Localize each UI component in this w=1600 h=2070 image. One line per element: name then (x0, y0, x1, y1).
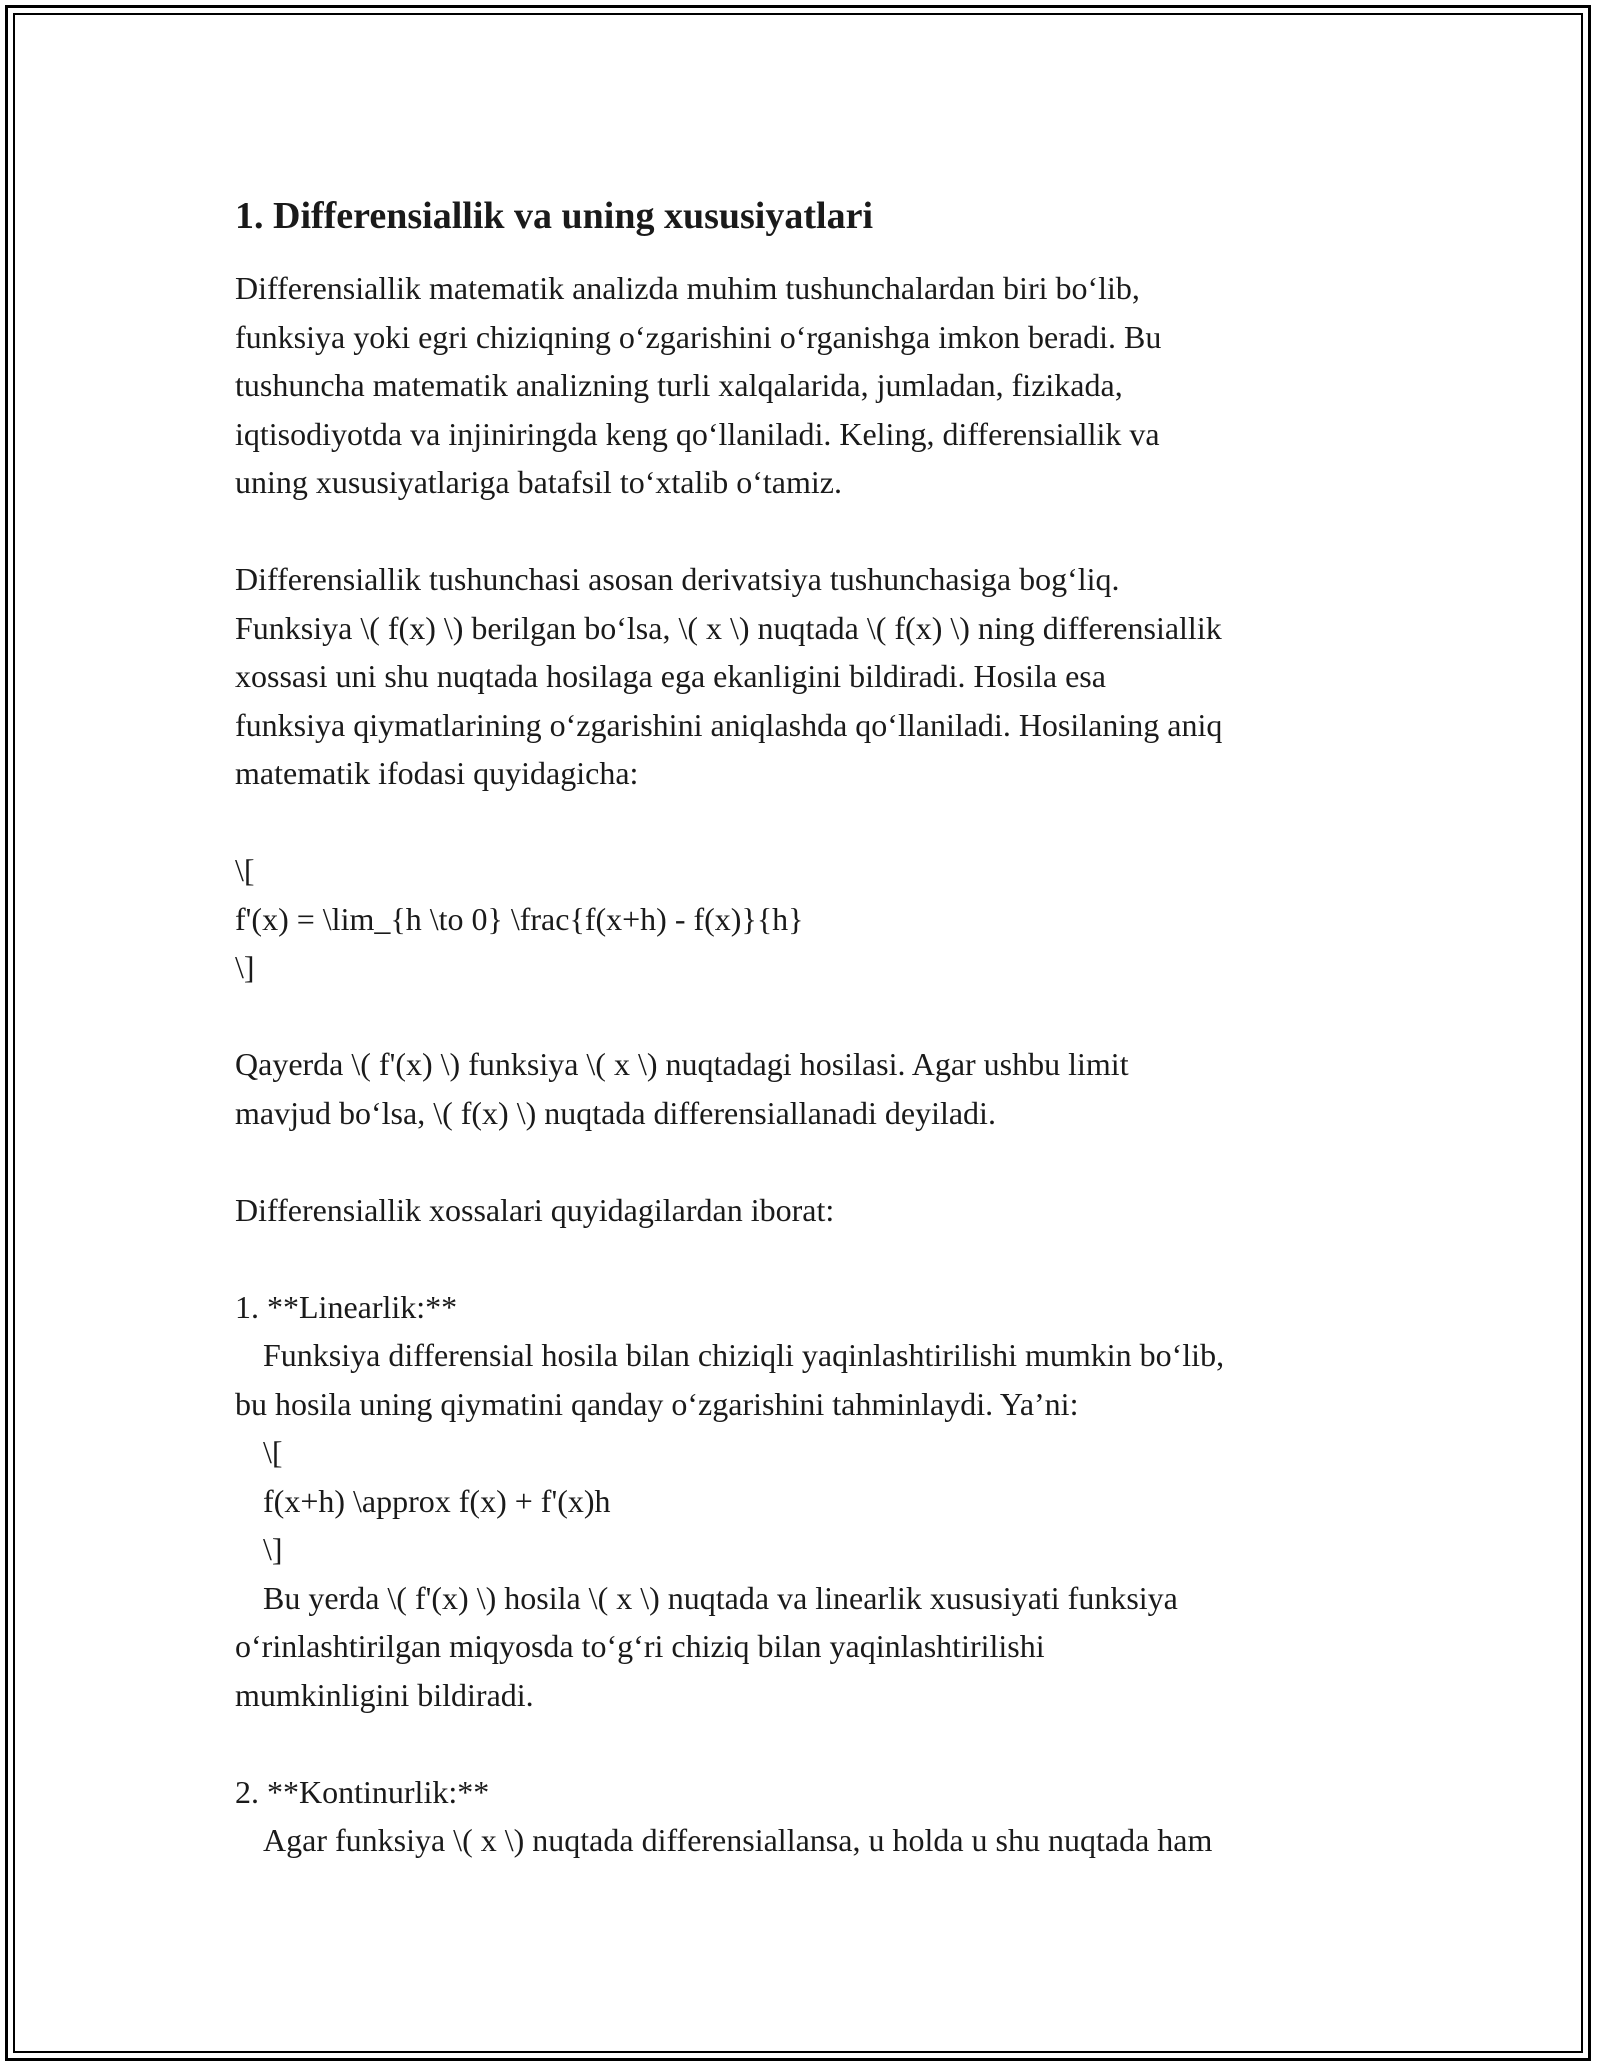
text-line: mavjud bo‘lsa, \( f(x) \) nuqtada differensiallanadi deyiladi. (235, 1094, 996, 1131)
text-line: f(x+h) \approx f(x) + f'(x)h (263, 1482, 611, 1519)
text-line: Bu yerda \( f'(x) \) hosila \( x \) nuqtada va linearlik xususiyati funksiya (263, 1579, 1178, 1616)
text-line: Funksiya \( f(x) \) berilgan bo‘lsa, \( x \) nuqtada \( f(x) \) ning differensiallik (235, 609, 1222, 646)
paragraph (235, 1040, 1385, 1137)
paragraph-gap (235, 992, 1385, 1041)
paragraph-gap (235, 1234, 1385, 1283)
document-blocks (235, 264, 1385, 1865)
text-line: tushuncha matematik analizning turli xalqalarida, jumladan, fizikada, (235, 367, 1123, 403)
text-line: f'(x) = \lim_{h \to 0} \frac{f(x+h) - f(x)}{h} (235, 900, 804, 937)
text-line: 2. **Kontinurlik:** (235, 1773, 490, 1810)
paragraph (235, 1186, 1385, 1235)
paragraph-gap (235, 798, 1385, 847)
document-title: 1. Differensiallik va uning xususiyatlari (235, 195, 874, 237)
text-line: Agar funksiya \( x \) nuqtada differensiallansa, u holda u shu nuqtada ham (263, 1822, 1213, 1858)
text-line: \] (263, 1531, 283, 1567)
paragraph-gap (235, 1137, 1385, 1186)
text-line: Differensiallik tushunchasi asosan derivatsiya tushunchasiga bog‘liq. (235, 561, 1120, 597)
text-line: o‘rinlashtirilgan miqyosda to‘g‘ri chiziq bilan yaqinlashtirilishi (235, 1628, 1045, 1664)
text-line: \] (235, 949, 255, 985)
paragraph (235, 1283, 1385, 1720)
text-line: bu hosila uning qiymatini qanday o‘zgarishini tahminlaydi. Ya’ni: (235, 1385, 1079, 1422)
text-line: 1. **Linearlik:** (235, 1288, 458, 1325)
text-line: funksiya qiymatlarining o‘zgarishini aniqlashda qo‘llaniladi. Hosilaning aniq (235, 706, 1223, 743)
paragraph-gap (235, 507, 1385, 556)
text-line: Differensiallik xossalari quyidagilardan iborat: (235, 1191, 835, 1228)
text-line: Qayerda \( f'(x) \) funksiya \( x \) nuqtadagi hosilasi. Agar ushbu limit (235, 1046, 1129, 1082)
text-line: uning xususiyatlariga batafsil to‘xtalib o‘tamiz. (235, 464, 842, 500)
paragraph (235, 555, 1385, 798)
document-body (235, 188, 1385, 1865)
text-line: matematik ifodasi quyidagicha: (235, 755, 639, 791)
paragraph (235, 1768, 1385, 1865)
text-line: Funksiya differensial hosila bilan chiziqli yaqinlashtirilishi mumkin bo‘lib, (263, 1337, 1225, 1373)
text-line: funksiya yoki egri chiziqning o‘zgarishini o‘rganishga imkon beradi. Bu (235, 318, 1162, 355)
text-line: xossasi uni shu nuqtada hosilaga ega ekanligini bildiradi. Hosila esa (235, 658, 1106, 694)
text-line: iqtisodiyotda va injiniringda keng qo‘llaniladi. Keling, differensiallik va (235, 415, 1160, 452)
text-line: Differensiallik matematik analizda muhim tushunchalardan biri bo‘lib, (235, 270, 1140, 306)
text-line: mumkinligini bildiradi. (235, 1676, 534, 1713)
paragraph-gap (235, 1719, 1385, 1768)
paragraph (235, 264, 1385, 507)
paragraph (235, 846, 1385, 992)
text-line: \[ (263, 1434, 283, 1470)
text-line: \[ (235, 852, 255, 888)
